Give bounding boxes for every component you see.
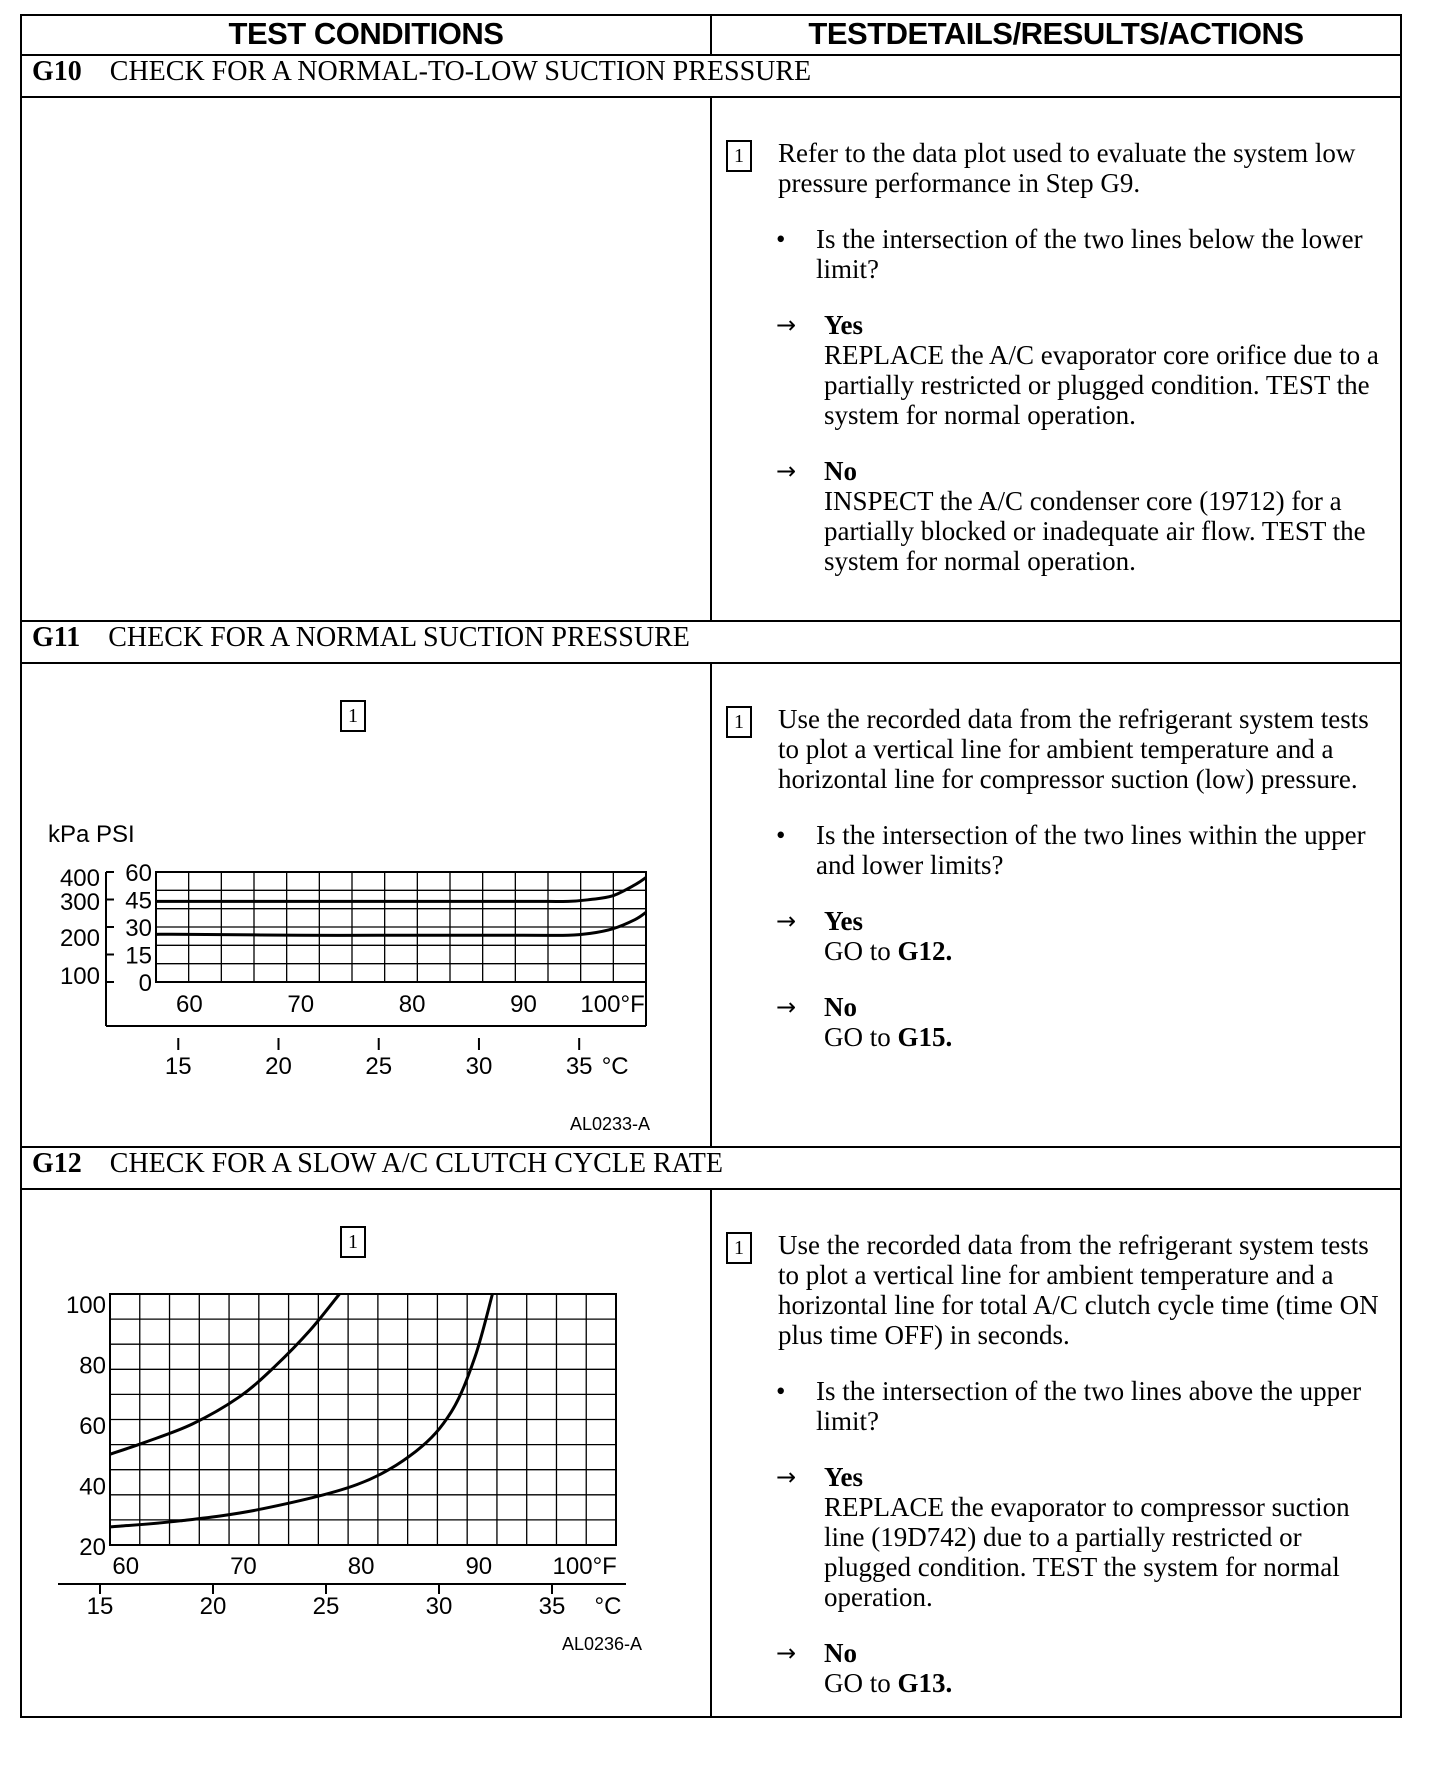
psi-tick-label: 15 <box>125 942 152 970</box>
no-label: No <box>824 992 857 1022</box>
section-title: CHECK FOR A SLOW A/C CLUTCH CYCLE RATE <box>109 1148 724 1179</box>
goto-target: G15. <box>897 1022 953 1052</box>
fahrenheit-tick-label: 70 <box>230 1553 257 1580</box>
upper-limit-curve <box>110 1294 492 1527</box>
g12-details <box>711 1189 1401 1717</box>
kpa-tick-label: 400 <box>59 865 100 892</box>
no-label: No <box>824 456 857 486</box>
no-label: No <box>824 1638 857 1668</box>
fahrenheit-tick-label: 100°F <box>580 991 645 1018</box>
psi-tick-label: 0 <box>138 970 152 997</box>
celsius-tick-label: 25 <box>365 1053 393 1080</box>
fahrenheit-tick-label: 60 <box>112 1553 140 1580</box>
goto-prefix: GO to <box>824 1668 898 1698</box>
psi-tick-label: 60 <box>125 860 152 887</box>
kpa-tick-label: 300 <box>59 889 100 916</box>
y-tick-label: 80 <box>79 1352 106 1380</box>
y-tick-label: 100 <box>65 1292 106 1320</box>
header-test-details: TESTDETAILS/RESULTS/ACTIONS <box>711 15 1401 55</box>
celsius-tick-label: 30 <box>425 1593 453 1620</box>
kpa-tick-label: 100 <box>59 963 100 990</box>
celsius-tick-label: 25 <box>312 1593 340 1620</box>
fahrenheit-tick-label: 80 <box>398 991 426 1018</box>
celsius-tick-label: °C <box>601 1053 629 1080</box>
clutch-cycle-chart-svg <box>22 1190 710 1710</box>
figure-number-box: 1 <box>340 1226 366 1258</box>
fahrenheit-tick-label: 90 <box>465 1553 493 1580</box>
no-action-text: INSPECT the A/C condenser core (19712) for a partially blocked or inadequate air flow. TEST the system for normal operation. <box>824 486 1366 576</box>
figure-id: AL0233-A <box>569 1114 650 1134</box>
step-number-box: 1 <box>726 706 752 738</box>
lower-limit-curve <box>156 912 646 935</box>
g10-details <box>711 97 1401 621</box>
question-text: Is the intersection of the two lines within the upper and lower limits? <box>816 820 1366 880</box>
fahrenheit-tick-label: 90 <box>510 991 537 1018</box>
step-number-box: 1 <box>726 1232 752 1264</box>
upper-limit-curve <box>156 878 646 902</box>
g10-test-conditions <box>21 97 711 621</box>
celsius-tick-label: 35 <box>538 1593 566 1620</box>
bullet-icon: • <box>776 1376 786 1406</box>
psi-tick-label: 30 <box>125 915 152 942</box>
g11-details <box>711 663 1401 1147</box>
goto-prefix: GO to <box>824 936 898 966</box>
arrow-right-icon: → <box>776 993 797 1021</box>
bullet-icon: • <box>776 820 786 850</box>
celsius-tick-label: 20 <box>265 1053 292 1080</box>
arrow-right-icon: → <box>776 1463 797 1491</box>
page <box>20 14 1400 1718</box>
g11-test-conditions <box>21 663 711 1147</box>
section-title: CHECK FOR A NORMAL-TO-LOW SUCTION PRESSURE <box>109 56 812 87</box>
question-text: Is the intersection of the two lines above the upper limit? <box>816 1376 1362 1436</box>
header-test-conditions: TEST CONDITIONS <box>21 15 711 55</box>
section-title-g10 <box>21 55 1401 97</box>
arrow-right-icon: → <box>776 457 797 485</box>
section-id: G10 <box>32 56 82 87</box>
yes-label: Yes <box>824 1462 863 1492</box>
step-text: Use the recorded data from the refrigerant system tests to plot a vertical line for ambient temperature and a horizontal line for total A/C clutch cycle time (time ON plus time OFF) in seconds. <box>778 1230 1379 1350</box>
section-id: G11 <box>32 622 81 653</box>
arrow-right-icon: → <box>776 311 797 339</box>
fahrenheit-tick-label: 60 <box>176 991 203 1018</box>
goto-target: G12. <box>897 936 953 966</box>
yes-action-text: REPLACE the evaporator to compressor suction line (19D742) due to a partially restricted or plugged condition. TEST the system for normal operation. <box>824 1492 1350 1612</box>
celsius-tick-label: 15 <box>164 1053 192 1080</box>
yes-action-text: REPLACE the A/C evaporator core orifice due to a partially restricted or plugged condition. TEST the system for normal operation. <box>824 340 1379 430</box>
celsius-tick-label: 20 <box>199 1593 227 1620</box>
celsius-tick-label: 35 <box>565 1053 593 1080</box>
fahrenheit-tick-label: 70 <box>287 991 315 1018</box>
no-goto <box>824 1022 952 1052</box>
yes-label: Yes <box>824 906 863 936</box>
y-tick-label: 40 <box>79 1473 106 1501</box>
goto-target: G13. <box>897 1668 953 1698</box>
celsius-tick-label: °C <box>594 1593 622 1620</box>
fahrenheit-tick-label: 80 <box>347 1553 375 1580</box>
y-units-label: kPa PSI <box>48 821 135 848</box>
question-text: Is the intersection of the two lines below the lower limit? <box>816 224 1363 284</box>
figure-number-box: 1 <box>340 700 366 732</box>
section-title-g11 <box>21 621 1401 663</box>
y-tick-label: 20 <box>79 1534 106 1561</box>
celsius-tick-label: 30 <box>465 1053 493 1080</box>
arrow-right-icon: → <box>776 1639 797 1667</box>
kpa-tick-label: 200 <box>59 925 100 952</box>
step-text: Refer to the data plot used to evaluate the system low pressure performance in Step G9. <box>778 138 1356 198</box>
celsius-tick-label: 15 <box>86 1593 114 1620</box>
lower-limit-curve <box>110 1294 339 1454</box>
yes-label: Yes <box>824 310 863 340</box>
y-tick-label: 60 <box>79 1413 106 1441</box>
step-number-box: 1 <box>726 140 752 172</box>
bullet-icon: • <box>776 224 786 254</box>
section-title: CHECK FOR A NORMAL SUCTION PRESSURE <box>108 622 690 653</box>
g12-test-conditions <box>21 1189 711 1717</box>
arrow-right-icon: → <box>776 907 797 935</box>
no-goto <box>824 1668 952 1698</box>
figure-id: AL0236-A <box>561 1634 642 1654</box>
yes-goto <box>824 936 952 966</box>
step-text: Use the recorded data from the refrigerant system tests to plot a vertical line for ambient temperature and a horizontal line for compressor suction (low) pressure. <box>778 704 1369 794</box>
section-id: G12 <box>32 1148 82 1179</box>
goto-prefix: GO to <box>824 1022 898 1052</box>
test-table <box>20 14 1402 1718</box>
clutch-cycle-chart <box>22 1190 710 1715</box>
section-title-g12 <box>21 1147 1401 1189</box>
psi-tick-label: 45 <box>125 887 152 915</box>
fahrenheit-tick-label: 100°F <box>552 1553 617 1580</box>
suction-pressure-chart-svg <box>22 664 710 1144</box>
suction-pressure-chart <box>22 664 710 1149</box>
